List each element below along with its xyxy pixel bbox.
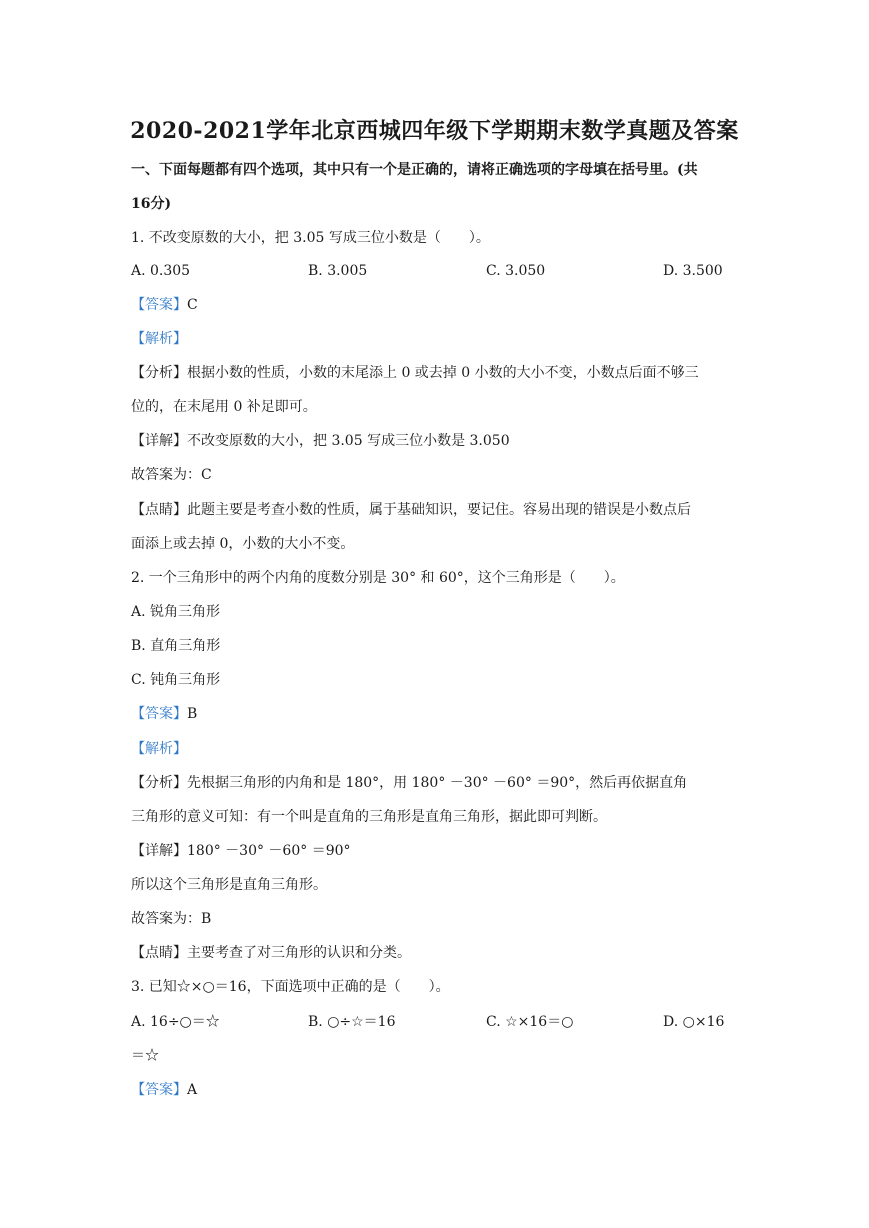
q1-fenxi-line1: [131, 363, 699, 383]
q3-answer: [131, 1080, 197, 1100]
q1-fenxi-line2: 位的，在末尾用 0 补足即可。: [131, 399, 317, 415]
q3-answer-value: A: [187, 1082, 198, 1098]
q1-dianjing-tag: 【点睛】: [131, 502, 187, 518]
q1-xiangjie: [131, 431, 510, 451]
q1-dianjing-line2: 面添上或去掉 0，小数的大小不变。: [131, 536, 355, 552]
q1-xiangjie-tag: 【详解】: [131, 433, 187, 449]
q2-answer-value: B: [187, 706, 198, 722]
q1-option-d: D. 3.500: [663, 263, 723, 279]
q2-fenxi-line2: 三角形的意义可知：有一个叫是直角的三角形是直角三角形，据此即可判断。: [131, 809, 607, 825]
q2-option-b: B. 直角三角形: [131, 638, 221, 654]
q1-option-b: B. 3.005: [308, 263, 368, 279]
q3-stem: 3. 已知☆×○＝16，下面选项中正确的是（ ）。: [131, 979, 450, 995]
q1-analysis-tag: 【解析】: [131, 331, 187, 347]
q2-fenxi-tag: 【分析】: [131, 775, 187, 791]
q1-fenxi-text1: 根据小数的性质，小数的末尾添上 0 或去掉 0 小数的大小不变，小数点后面不够三: [187, 365, 699, 381]
q1-dianjing-text1: 此题主要是考查小数的性质，属于基础知识，要记住。容易出现的错误是小数点后: [187, 502, 691, 518]
document-title: 2020-2021学年北京西城四年级下学期期末数学真题及答案: [130, 118, 739, 144]
q2-fenxi-line1: [131, 773, 687, 793]
q3-options: [131, 1012, 741, 1032]
q1-answer-value: C: [187, 297, 198, 313]
q1-options: [131, 261, 741, 281]
q3-option-c: C. ☆×16＝○: [486, 1014, 574, 1030]
q1-option-c: C. 3.050: [486, 263, 546, 279]
q1-option-a: A. 0.305: [131, 263, 191, 279]
q2-xiangjie-tag: 【详解】: [131, 843, 187, 859]
q2-fenxi-text1: 先根据三角形的内角和是 180°，用 180° －30° －60° ＝90°，然后再依据直角: [187, 775, 688, 791]
q2-so-line: 所以这个三角形是直角三角形。: [131, 877, 327, 893]
q2-dianjing-tag: 【点睛】: [131, 945, 187, 961]
q2-xiangjie: [131, 841, 351, 861]
q3-option-d: D. ○×16: [663, 1014, 725, 1030]
q2-analysis-tag: 【解析】: [131, 741, 187, 757]
q3-option-a: A. 16÷○＝☆: [131, 1014, 220, 1030]
q3-option-d-continued: ＝☆: [131, 1048, 159, 1064]
q2-option-a: A. 锐角三角形: [131, 604, 221, 620]
section-heading-line1: 一、下面每题都有四个选项，其中只有一个是正确的，请将正确选项的字母填在括号里。(共: [131, 162, 698, 178]
q1-dianjing-line1: [131, 500, 691, 520]
q3-option-b: B. ○÷☆＝16: [308, 1014, 396, 1030]
q1-answer-tag: 【答案】: [131, 297, 187, 313]
section-heading-line2: 16分): [131, 196, 172, 212]
q2-option-c: C. 钝角三角形: [131, 672, 221, 688]
q1-fenxi-tag: 【分析】: [131, 365, 187, 381]
q2-stem: 2. 一个三角形中的两个内角的度数分别是 30° 和 60°，这个三角形是（ ）。: [131, 570, 625, 586]
q3-answer-tag: 【答案】: [131, 1082, 187, 1098]
q1-answer: [131, 295, 198, 315]
q2-answer-tag: 【答案】: [131, 706, 187, 722]
q1-stem: 1. 不改变原数的大小，把 3.05 写成三位小数是（ ）。: [131, 230, 490, 246]
q2-dianjing-text: 主要考查了对三角形的认识和分类。: [187, 945, 411, 961]
q2-dianjing: [131, 943, 411, 963]
q2-conclusion: 故答案为：B: [131, 911, 212, 927]
q2-answer: [131, 704, 197, 724]
q1-conclusion: 故答案为：C: [131, 467, 212, 483]
q1-xiangjie-text: 不改变原数的大小，把 3.05 写成三位小数是 3.050: [187, 433, 510, 449]
q2-xiangjie-text: 180° －30° －60° ＝90°: [187, 843, 351, 859]
